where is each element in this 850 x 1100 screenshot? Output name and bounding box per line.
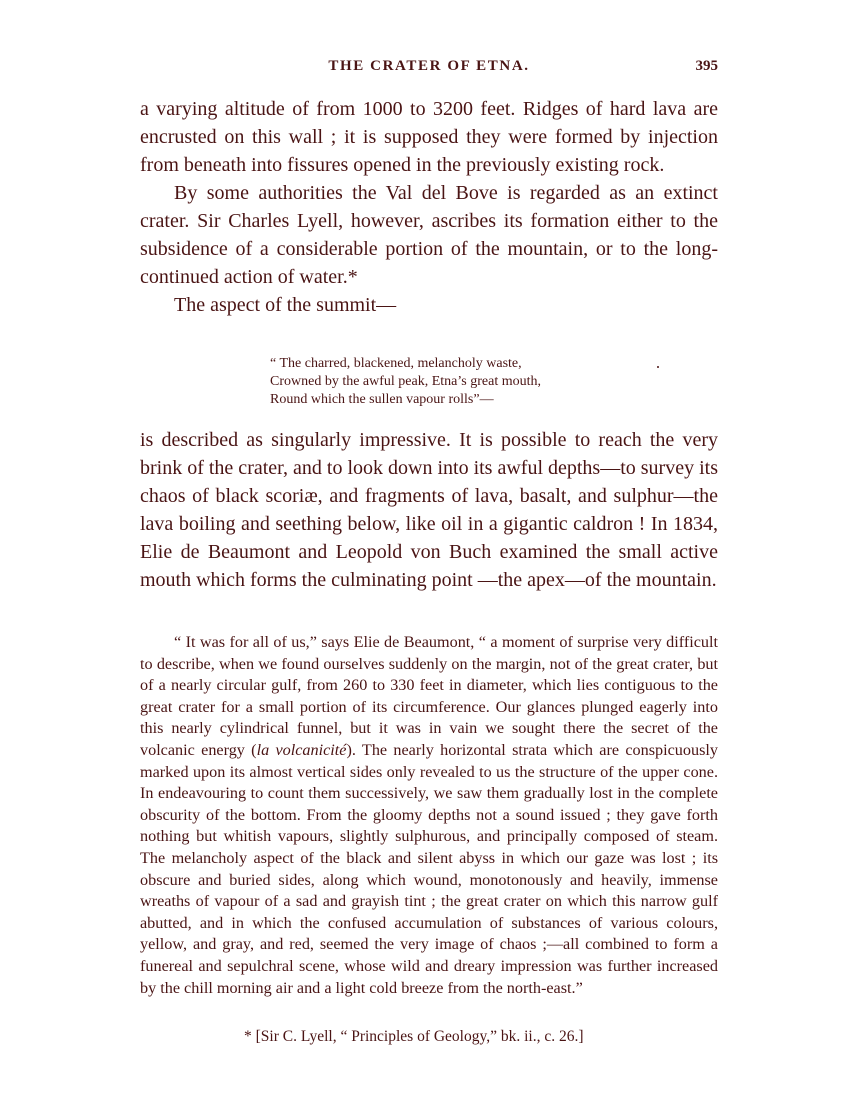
verse-line: Round which the sullen vapour rolls”—	[270, 392, 494, 407]
paragraph: is described as singularly impressive. It is possible to reach the very brink of the crater, and to look down into its awful depths—to survey its chaos of black scoriæ, and fragments of lava, basalt, and sulphur—the lava boiling and seething below, like oil in a gigantic caldron ! In 1834, Elie de Beaumont and Leopold von Buch examined the small active mouth which forms the culminating point —the apex—of the mountain.	[140, 429, 718, 591]
verse-line: Crowned by the awful peak, Etna’s great mouth,	[270, 374, 541, 389]
stray-ink-dot	[657, 366, 659, 368]
running-title: THE CRATER OF ETNA.	[328, 58, 530, 74]
page-number: 395	[695, 58, 718, 74]
verse-line: “ The charred, blackened, melancholy waste,	[270, 356, 522, 371]
paragraph: By some authorities the Val del Bove is regarded as an extinct crater. Sir Charles Lyell, however, ascribes its formation either to the subsidence of a considerable portion of the mountain, or to the long-continued action of water.*	[140, 182, 718, 288]
footnote: * [Sir C. Lyell, “ Principles of Geology,” bk. ii., c. 26.]	[244, 1028, 584, 1045]
verse-quotation	[270, 355, 541, 409]
quotation-text: “ It was for all of us,” says Elie de Beaumont, “ a moment of surprise very difficult to describe, when we found ourselves suddenly on the margin, not of the great crater, but of a nearly circular gulf, from 260 to 330 feet in diameter, which lies contiguous to the great crater for a small portion of its circumference. Our glances plunged eagerly into this nearly cylindrical funnel, but it was in vain we sought there the secret of the volcanic energy (	[140, 633, 718, 759]
block-quotation	[140, 632, 718, 999]
quotation-text: ). The nearly horizontal strata which are conspicuously marked upon its almost vertical sides only revealed to us the structure of the upper cone. In endeavouring to count them successively, we saw them gradually lost in the complete obscurity of the bottom. From the gloomy depths not a sound issued ; they gave forth nothing but whitish vapours, slightly sulphurous, and principally composed of steam. The melancholy aspect of the black and silent abyss in which our gaze was lost ; its obscure and buried sides, along which wound, monotonously and heavily, immense wreaths of vapour of a sad and grayish tint ; the great crater on which this narrow gulf abutted, and in which the confused accumulation of substances of various colours, yellow, and gray, and red, seemed the very image of chaos ;—all combined to form a funereal and sepulchral scene, whose wild and dreary impression was further increased by the chill morning air and a light cold breeze from the north-east.”	[140, 740, 718, 997]
paragraph: a varying altitude of from 1000 to 3200 feet. Ridges of hard lava are encrusted on this wall ; it is supposed they were formed by injection from beneath into fissures opened in the previously existing rock.	[140, 98, 718, 176]
quotation-italic: la volcanicité	[256, 740, 347, 759]
page-header	[140, 58, 718, 84]
quotation-paragraph	[140, 632, 718, 999]
body-text-upper	[140, 95, 718, 319]
body-text-lower	[140, 426, 718, 594]
paragraph: The aspect of the summit—	[174, 294, 397, 316]
